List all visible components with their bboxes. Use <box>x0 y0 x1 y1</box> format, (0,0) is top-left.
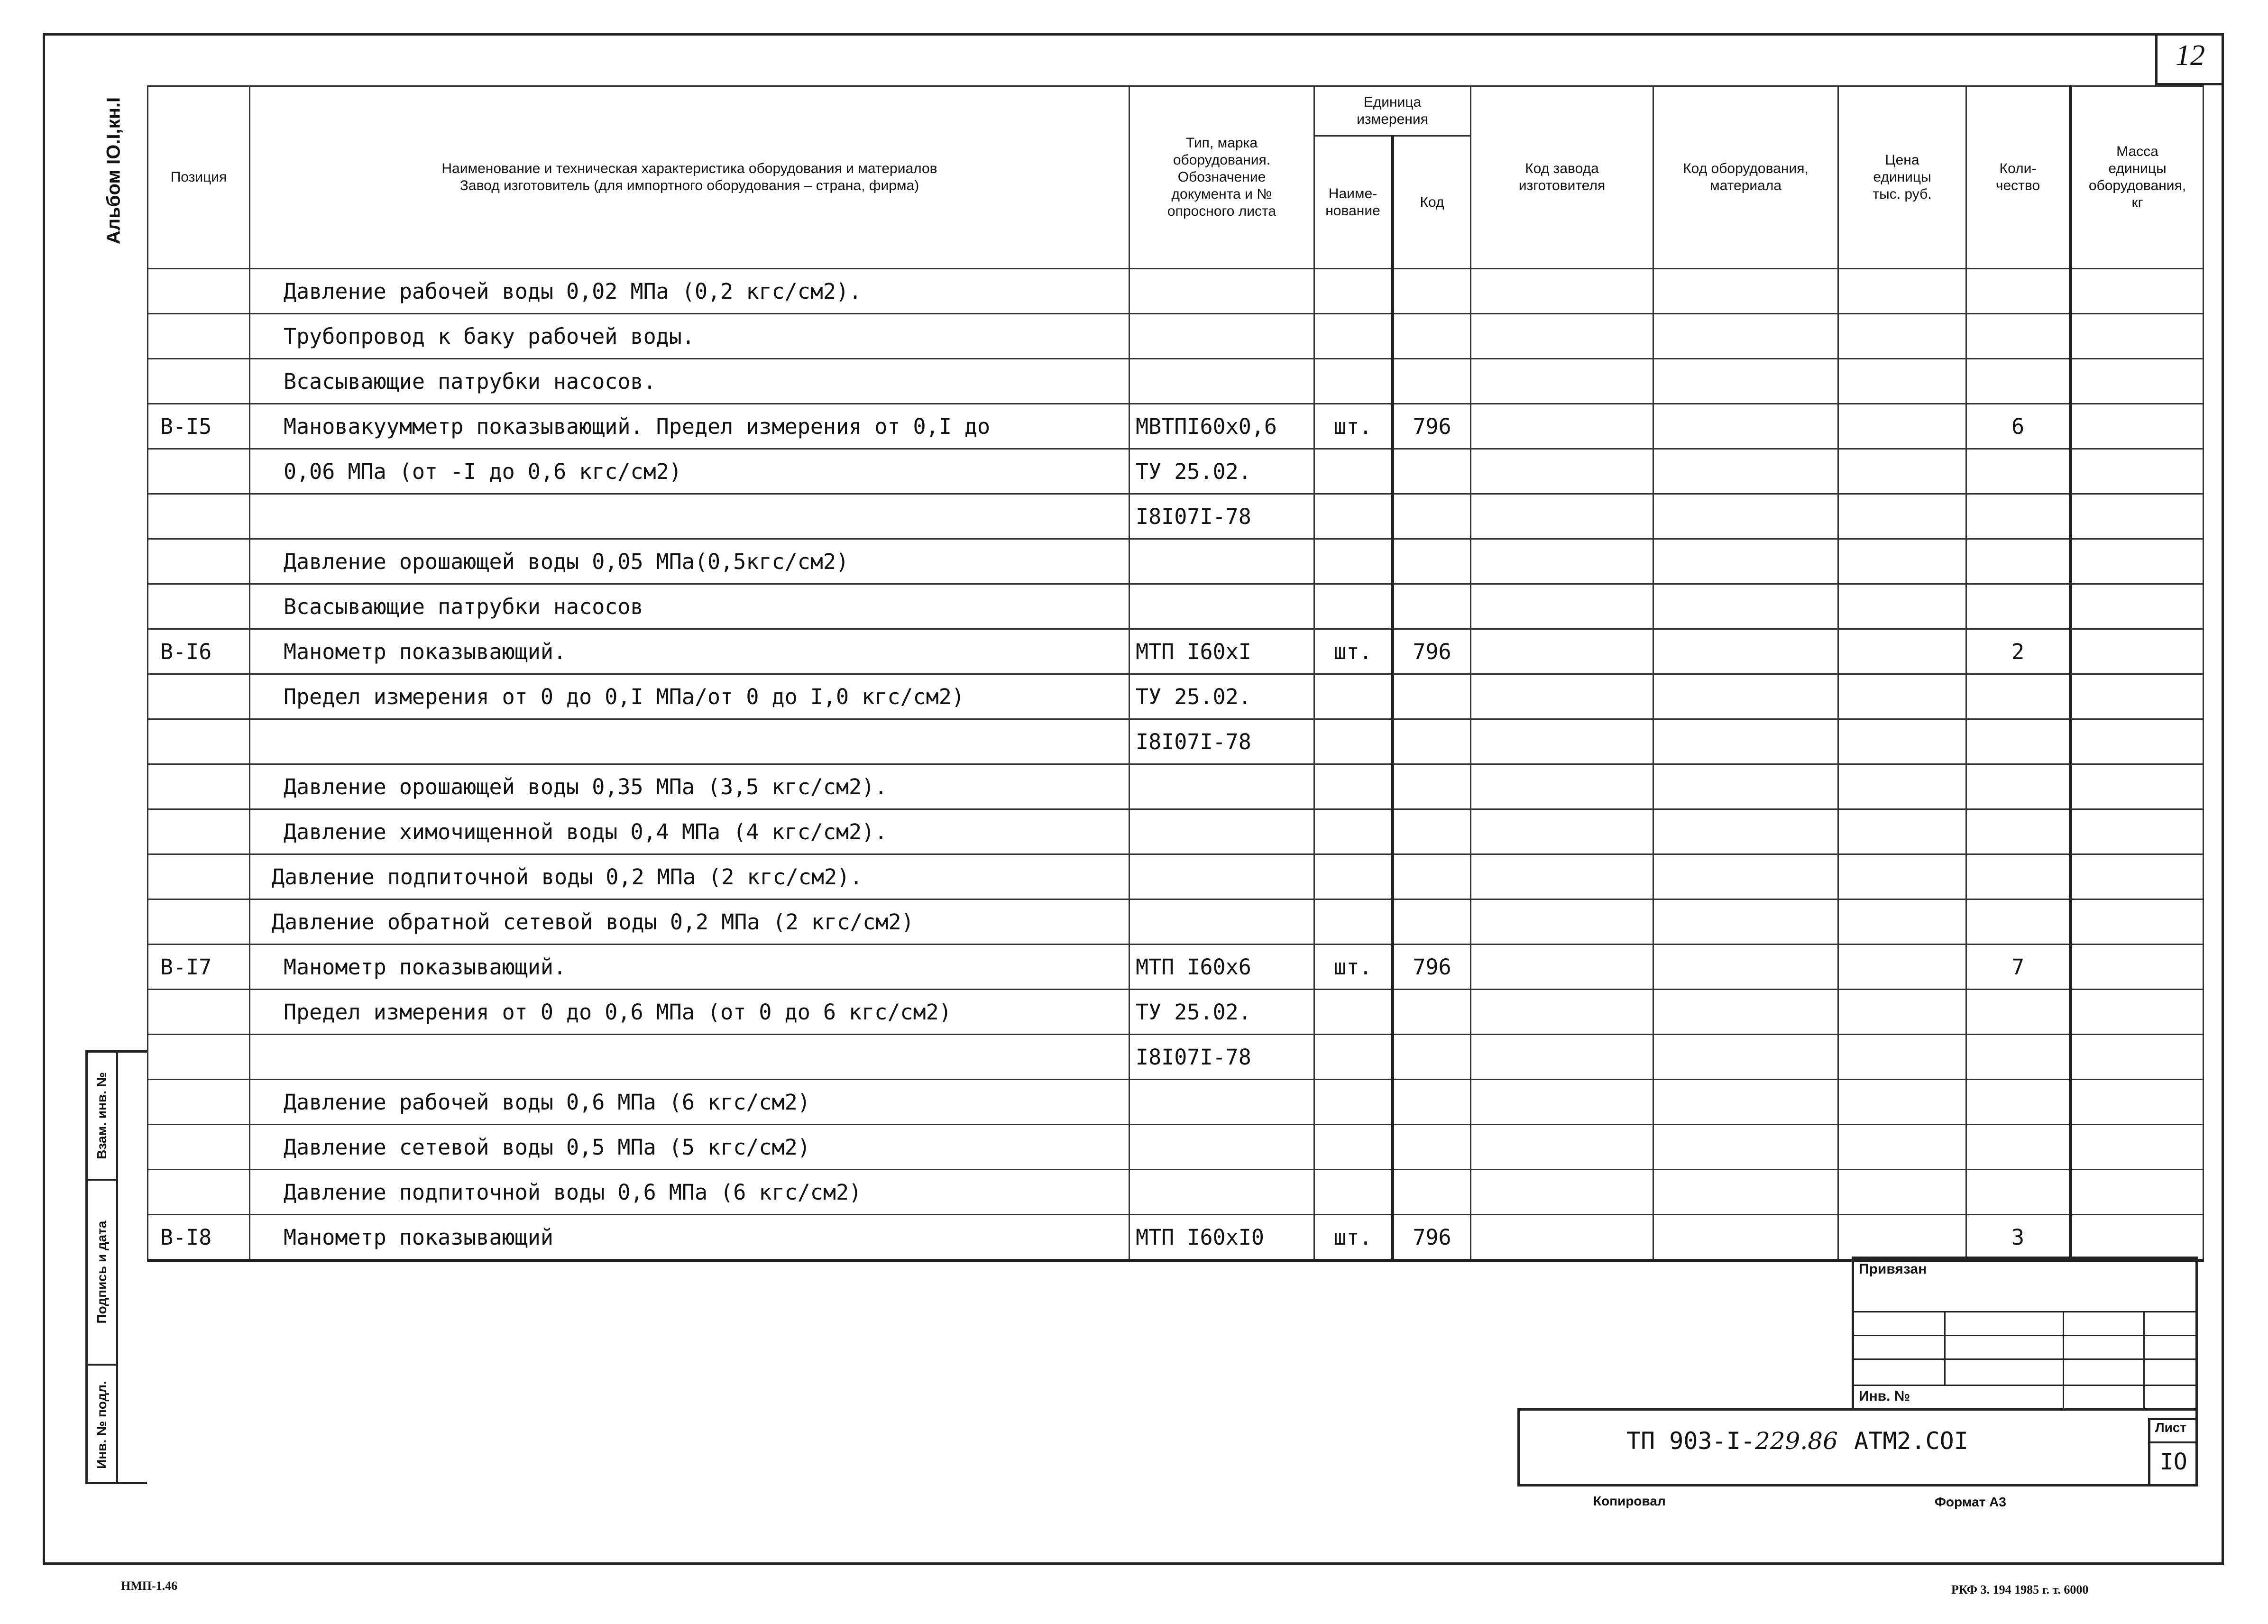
replace-inv-cell: Взам. инв. № <box>88 1053 116 1181</box>
row-price <box>1838 539 1966 584</box>
col-equipment-code: Код оборудования, материала <box>1653 86 1838 269</box>
row-unit-code <box>1393 674 1471 719</box>
row-equipment-code <box>1653 449 1838 494</box>
row-unit-code: 796 <box>1393 404 1471 449</box>
row-mass <box>2071 764 2204 809</box>
row-unit <box>1314 719 1393 764</box>
row-price <box>1838 764 1966 809</box>
row-mass <box>2071 449 2204 494</box>
col-unit-name: Наиме- нование <box>1314 136 1393 269</box>
row-type: МТП I60хI0 <box>1129 1215 1314 1261</box>
row-factory-code <box>1471 449 1653 494</box>
row-position: В-I6 <box>148 629 250 674</box>
row-position <box>148 584 250 629</box>
row-position <box>148 990 250 1035</box>
row-factory-code <box>1471 719 1653 764</box>
row-unit-code <box>1393 539 1471 584</box>
table-row <box>148 945 2204 990</box>
table-row <box>148 449 2204 494</box>
row-position <box>148 719 250 764</box>
row-mass <box>2071 1125 2204 1170</box>
row-mass <box>2071 674 2204 719</box>
row-price <box>1838 990 1966 1035</box>
row-factory-code <box>1471 990 1653 1035</box>
row-type <box>1129 1125 1314 1170</box>
col-position: Позиция <box>148 86 250 269</box>
row-mass <box>2071 584 2204 629</box>
format-label: Формат A3 <box>1935 1495 2006 1509</box>
row-type: I8I07I-78 <box>1129 494 1314 539</box>
row-factory-code <box>1471 494 1653 539</box>
row-equipment-code <box>1653 1080 1838 1125</box>
row-position <box>148 674 250 719</box>
row-position <box>148 1080 250 1125</box>
row-factory-code <box>1471 854 1653 899</box>
row-name <box>250 719 1129 764</box>
row-name: Предел измерения от 0 до 0,6 МПа (от 0 до 6 кгс/см2) <box>250 990 1129 1035</box>
row-price <box>1838 1215 1966 1261</box>
row-unit: шт. <box>1314 945 1393 990</box>
row-type: ТУ 25.02. <box>1129 990 1314 1035</box>
sheet-number-box <box>2155 33 2224 85</box>
row-equipment-code <box>1653 854 1838 899</box>
row-unit-code <box>1393 719 1471 764</box>
row-price <box>1838 674 1966 719</box>
row-mass <box>2071 269 2204 314</box>
row-quantity: 3 <box>1966 1215 2071 1261</box>
row-factory-code <box>1471 314 1653 359</box>
row-position <box>148 449 250 494</box>
document-code: ТП 903-I-229.86 <box>1626 1427 1838 1455</box>
row-mass <box>2071 1215 2204 1261</box>
row-equipment-code <box>1653 314 1838 359</box>
row-unit-code <box>1393 1125 1471 1170</box>
row-type <box>1129 899 1314 945</box>
row-unit <box>1314 1125 1393 1170</box>
row-equipment-code <box>1653 1215 1838 1261</box>
row-price <box>1838 629 1966 674</box>
row-unit-code <box>1393 584 1471 629</box>
row-quantity <box>1966 494 2071 539</box>
row-price <box>1838 359 1966 404</box>
row-price <box>1838 945 1966 990</box>
row-equipment-code <box>1653 719 1838 764</box>
row-price <box>1838 1170 1966 1215</box>
row-mass <box>2071 990 2204 1035</box>
row-name: Мановакуумметр показывающий. Предел измерения от 0,I до <box>250 404 1129 449</box>
row-type: ТУ 25.02. <box>1129 674 1314 719</box>
table-row <box>148 359 2204 404</box>
row-position <box>148 1170 250 1215</box>
row-factory-code <box>1471 629 1653 674</box>
row-mass <box>2071 314 2204 359</box>
row-equipment-code <box>1653 494 1838 539</box>
form-code: НМП-1.46 <box>121 1579 178 1593</box>
row-factory-code <box>1471 1125 1653 1170</box>
row-equipment-code <box>1653 539 1838 584</box>
row-quantity <box>1966 809 2071 854</box>
row-unit <box>1314 314 1393 359</box>
row-factory-code <box>1471 1035 1653 1080</box>
row-price <box>1838 1035 1966 1080</box>
linked-label: Привязан <box>1859 1261 1927 1277</box>
table-row <box>148 629 2204 674</box>
row-equipment-code <box>1653 629 1838 674</box>
sign-date-cell: Подпись и дата <box>88 1181 116 1366</box>
row-type: I8I07I-78 <box>1129 719 1314 764</box>
row-factory-code <box>1471 539 1653 584</box>
row-name: Манометр показывающий. <box>250 629 1129 674</box>
col-type: Тип, марка оборудования. Обозначение документа и № опросного листа <box>1129 86 1314 269</box>
row-position <box>148 764 250 809</box>
row-quantity <box>1966 674 2071 719</box>
row-unit <box>1314 809 1393 854</box>
table-row <box>148 1080 2204 1125</box>
row-unit <box>1314 674 1393 719</box>
col-unit-group: Единица измерения <box>1314 86 1471 136</box>
table-row <box>148 990 2204 1035</box>
sheet-value: IO <box>2160 1449 2187 1475</box>
row-equipment-code <box>1653 1035 1838 1080</box>
row-mass <box>2071 494 2204 539</box>
inv-orig-cell: Инв. № подл. <box>94 1381 109 1469</box>
row-name: Давление обратной сетевой воды 0,2 МПа (2 кгс/см2) <box>250 899 1129 945</box>
row-unit-code <box>1393 449 1471 494</box>
row-name: Давление рабочей воды 0,02 МПа (0,2 кгс/см2). <box>250 269 1129 314</box>
row-equipment-code <box>1653 269 1838 314</box>
linked-block <box>1852 1257 2198 1411</box>
row-quantity <box>1966 269 2071 314</box>
col-name: Наименование и техническая характеристика оборудования и материалов Завод изготовитель (для импортного оборудования – страна, фирма) <box>250 86 1129 269</box>
specification-table <box>147 85 2204 1262</box>
row-unit-code <box>1393 809 1471 854</box>
table-row <box>148 494 2204 539</box>
row-position <box>148 809 250 854</box>
row-name <box>250 494 1129 539</box>
copied-label: Копировал <box>1593 1494 1666 1508</box>
row-type: МТП I60х6 <box>1129 945 1314 990</box>
row-type <box>1129 1170 1314 1215</box>
row-unit <box>1314 990 1393 1035</box>
row-equipment-code <box>1653 359 1838 404</box>
row-position <box>148 1035 250 1080</box>
print-info: РКФ 3. 194 1985 г. т. 6000 <box>1951 1583 2089 1596</box>
row-factory-code <box>1471 809 1653 854</box>
row-price <box>1838 1125 1966 1170</box>
row-unit <box>1314 494 1393 539</box>
row-type: МТП I60хI <box>1129 629 1314 674</box>
approval-side-stamp <box>85 1050 147 1484</box>
row-factory-code <box>1471 1215 1653 1261</box>
row-factory-code <box>1471 674 1653 719</box>
row-name: Давление химочищенной воды 0,4 МПа (4 кгс/см2). <box>250 809 1129 854</box>
col-factory-code: Код завода изготовителя <box>1471 86 1653 269</box>
row-mass <box>2071 899 2204 945</box>
row-factory-code <box>1471 404 1653 449</box>
row-unit-code <box>1393 359 1471 404</box>
row-price <box>1838 404 1966 449</box>
row-equipment-code <box>1653 674 1838 719</box>
col-quantity: Коли- чество <box>1966 86 2071 269</box>
row-mass <box>2071 1170 2204 1215</box>
row-unit <box>1314 539 1393 584</box>
table-row <box>148 899 2204 945</box>
row-price <box>1838 584 1966 629</box>
row-unit <box>1314 1080 1393 1125</box>
table-row <box>148 764 2204 809</box>
row-price <box>1838 1080 1966 1125</box>
row-factory-code <box>1471 1170 1653 1215</box>
row-price <box>1838 449 1966 494</box>
row-unit-code: 796 <box>1393 629 1471 674</box>
table-row <box>148 1035 2204 1080</box>
row-name: Давление подпиточной воды 0,2 МПа (2 кгс/см2). <box>250 854 1129 899</box>
row-equipment-code <box>1653 1170 1838 1215</box>
table-row <box>148 1125 2204 1170</box>
row-name: Давление орошающей воды 0,05 МПа(0,5кгс/см2) <box>250 539 1129 584</box>
row-price <box>1838 854 1966 899</box>
row-factory-code <box>1471 584 1653 629</box>
row-quantity <box>1966 719 2071 764</box>
row-factory-code <box>1471 359 1653 404</box>
row-name: Трубопровод к баку рабочей воды. <box>250 314 1129 359</box>
table-row <box>148 719 2204 764</box>
table-row <box>148 539 2204 584</box>
row-factory-code <box>1471 945 1653 990</box>
row-position <box>148 899 250 945</box>
table-row <box>148 854 2204 899</box>
row-equipment-code <box>1653 945 1838 990</box>
sheet-number: 12 <box>2176 39 2205 72</box>
row-factory-code <box>1471 764 1653 809</box>
row-factory-code <box>1471 269 1653 314</box>
row-equipment-code <box>1653 899 1838 945</box>
row-position <box>148 359 250 404</box>
row-quantity: 2 <box>1966 629 2071 674</box>
row-type <box>1129 1080 1314 1125</box>
row-quantity: 7 <box>1966 945 2071 990</box>
row-unit: шт. <box>1314 404 1393 449</box>
row-mass <box>2071 854 2204 899</box>
table-row <box>148 314 2204 359</box>
album-label-strip <box>85 76 142 266</box>
row-name: Всасывающие патрубки насосов <box>250 584 1129 629</box>
col-price: Цена единицы тыс. руб. <box>1838 86 1966 269</box>
row-unit-code <box>1393 854 1471 899</box>
row-quantity: 6 <box>1966 404 2071 449</box>
row-unit: шт. <box>1314 629 1393 674</box>
row-mass <box>2071 359 2204 404</box>
row-type: МВТПI60х0,6 <box>1129 404 1314 449</box>
row-quantity <box>1966 539 2071 584</box>
row-quantity <box>1966 899 2071 945</box>
row-position <box>148 314 250 359</box>
row-mass <box>2071 1080 2204 1125</box>
row-mass <box>2071 809 2204 854</box>
col-unit-code: Код <box>1393 136 1471 269</box>
row-type: I8I07I-78 <box>1129 1035 1314 1080</box>
row-quantity <box>1966 449 2071 494</box>
row-position <box>148 269 250 314</box>
row-quantity <box>1966 359 2071 404</box>
row-unit-code <box>1393 990 1471 1035</box>
row-quantity <box>1966 1035 2071 1080</box>
row-type <box>1129 764 1314 809</box>
row-equipment-code <box>1653 584 1838 629</box>
row-factory-code <box>1471 899 1653 945</box>
row-type <box>1129 359 1314 404</box>
row-factory-code <box>1471 1080 1653 1125</box>
row-unit <box>1314 1170 1393 1215</box>
row-equipment-code <box>1653 764 1838 809</box>
row-unit-code <box>1393 1170 1471 1215</box>
row-position: В-I7 <box>148 945 250 990</box>
row-mass <box>2071 945 2204 990</box>
row-name: Давление подпиточной воды 0,6 МПа (6 кгс/см2) <box>250 1170 1129 1215</box>
col-mass: Масса единицы оборудования, кг <box>2071 86 2204 269</box>
row-name: 0,06 МПа (от -I до 0,6 кгс/см2) <box>250 449 1129 494</box>
row-unit-code <box>1393 494 1471 539</box>
row-unit <box>1314 269 1393 314</box>
row-equipment-code <box>1653 404 1838 449</box>
row-quantity <box>1966 584 2071 629</box>
row-price <box>1838 314 1966 359</box>
row-unit <box>1314 899 1393 945</box>
table-row <box>148 584 2204 629</box>
row-quantity <box>1966 854 2071 899</box>
row-name: Манометр показывающий <box>250 1215 1129 1261</box>
row-unit-code: 796 <box>1393 1215 1471 1261</box>
table-row <box>148 1215 2204 1261</box>
document-mark: АТМ2.COI <box>1854 1427 1968 1455</box>
row-unit-code <box>1393 764 1471 809</box>
row-position <box>148 539 250 584</box>
row-unit <box>1314 1035 1393 1080</box>
row-unit-code <box>1393 899 1471 945</box>
row-type <box>1129 854 1314 899</box>
row-quantity <box>1966 1125 2071 1170</box>
row-name: Давление орошающей воды 0,35 МПа (3,5 кгс/см2). <box>250 764 1129 809</box>
row-type <box>1129 584 1314 629</box>
inv-no-label: Инв. № <box>1859 1388 1910 1404</box>
row-mass <box>2071 1035 2204 1080</box>
row-quantity <box>1966 1170 2071 1215</box>
row-type <box>1129 269 1314 314</box>
row-name: Давление сетевой воды 0,5 МПа (5 кгс/см2) <box>250 1125 1129 1170</box>
row-position <box>148 494 250 539</box>
row-type: ТУ 25.02. <box>1129 449 1314 494</box>
table-row <box>148 404 2204 449</box>
row-unit <box>1314 764 1393 809</box>
row-equipment-code <box>1653 990 1838 1035</box>
album-label: Альбом IO.I,кн.I <box>103 97 124 245</box>
table-row <box>148 1170 2204 1215</box>
row-unit-code <box>1393 1035 1471 1080</box>
row-price <box>1838 809 1966 854</box>
row-name: Всасывающие патрубки насосов. <box>250 359 1129 404</box>
row-equipment-code <box>1653 1125 1838 1170</box>
row-name: Предел измерения от 0 до 0,I МПа/от 0 до I,0 кгс/см2) <box>250 674 1129 719</box>
row-position <box>148 1125 250 1170</box>
row-position: В-I5 <box>148 404 250 449</box>
table-row <box>148 269 2204 314</box>
row-position <box>148 854 250 899</box>
row-unit-code <box>1393 314 1471 359</box>
row-type <box>1129 809 1314 854</box>
row-position: В-I8 <box>148 1215 250 1261</box>
row-quantity <box>1966 314 2071 359</box>
row-name: Давление рабочей воды 0,6 МПа (6 кгс/см2) <box>250 1080 1129 1125</box>
table-row <box>148 674 2204 719</box>
row-unit-code <box>1393 1080 1471 1125</box>
row-price <box>1838 899 1966 945</box>
row-price <box>1838 269 1966 314</box>
row-unit <box>1314 449 1393 494</box>
row-unit <box>1314 854 1393 899</box>
row-name: Манометр показывающий. <box>250 945 1129 990</box>
row-quantity <box>1966 990 2071 1035</box>
row-unit-code <box>1393 269 1471 314</box>
row-type <box>1129 314 1314 359</box>
row-unit: шт. <box>1314 1215 1393 1261</box>
row-unit-code: 796 <box>1393 945 1471 990</box>
row-mass <box>2071 719 2204 764</box>
row-type <box>1129 539 1314 584</box>
row-mass <box>2071 629 2204 674</box>
row-mass <box>2071 404 2204 449</box>
table-row <box>148 809 2204 854</box>
row-unit <box>1314 359 1393 404</box>
row-quantity <box>1966 764 2071 809</box>
row-name <box>250 1035 1129 1080</box>
row-equipment-code <box>1653 809 1838 854</box>
row-price <box>1838 494 1966 539</box>
row-unit <box>1314 584 1393 629</box>
row-price <box>1838 719 1966 764</box>
row-quantity <box>1966 1080 2071 1125</box>
sheet-label: Лист <box>2155 1420 2187 1435</box>
row-mass <box>2071 539 2204 584</box>
